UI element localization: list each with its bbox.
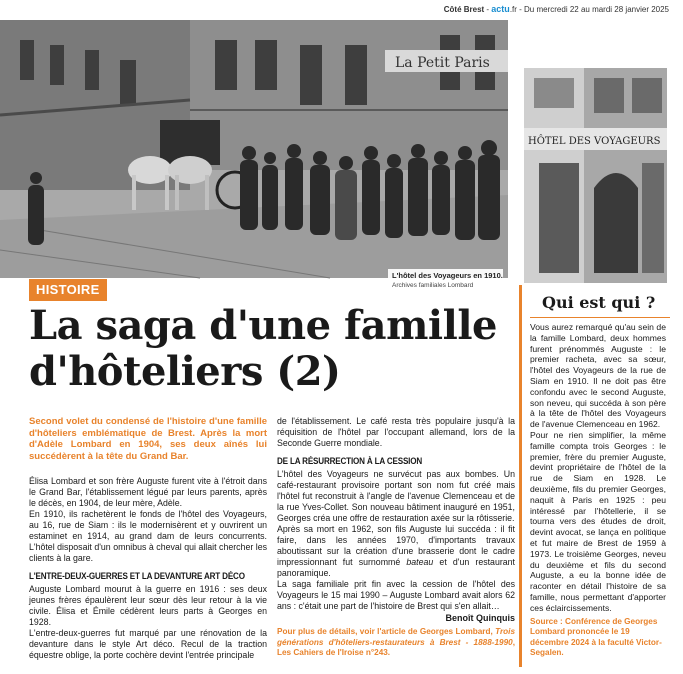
caption-credit: Archives familiales Lombard [392, 282, 474, 289]
article-column-2 [277, 416, 515, 659]
headline-bold: hôteliers [68, 348, 263, 395]
note-part-a: Pour plus de détails, voir l'article de Georges Lombard, [277, 627, 496, 636]
col2-paragraph-2: L'hôtel des Voyageurs ne survécut pas aux bombes. Un café-restaurant provisoire portant son nom fut créé mais l'hôtel fut reconstruit à l'angle de l'avenue Clemenceau et de la rue Yves-Collet. Son nouveau bâtiment inauguré en 1951, Georges créa une offre de restauration axée sur la rôtisserie. [277, 469, 515, 523]
col2-p3-part-a: Après sa mort en 1962, son fils Auguste lui succéda : il fit faire, dans les années 1970, d'importants travaux aboutissant sur la création d'une brasserie dont le cadre impressionnant fut surnommé [277, 524, 515, 567]
sidebar-title: Qui est qui ? [542, 293, 656, 312]
header-line: Côté Brest - actu.fr - Du mercredi 22 au mardi 28 janvier 2025 [443, 4, 669, 14]
col2-paragraph-3 [277, 524, 515, 579]
sidebar-paragraph-2: Pour ne rien simplifier, la même famille compta trois Georges : le premier, frère du premier Auguste, devint propriétaire de l'hôtel de la rue de Siam en 1928. Le deuxième, fils du premier Georges, naquit à Paris en 1925 : peu intéressé par l'hôtellerie, il se tourna vers des études de droit, devint avocat, se lança en politique et fut maire de Brest de 1959 à 1973. Le troisième Georges, neveu du deuxième et fils du second Auguste, a eu la bonne idée de raconter en détail l'histoire de sa famille, nous permettant d'apporter ces éclaircissements. [530, 429, 666, 613]
note-emphasis: Trois générations d'hôteliers-restaurateurs à Brest - 1888-1990 [277, 627, 515, 647]
col1-subhead: L'ENTRE-DEUX-GUERRES ET LA DEVANTURE ART DÉCO [29, 571, 245, 581]
reference-note [277, 627, 515, 659]
main-photo [0, 20, 508, 289]
header-section: Côté Brest [443, 5, 485, 14]
sidebar-body [522, 318, 672, 614]
col1-paragraph-3: Auguste Lombard mourut à la guerre en 1916 : ses deux jeunes frères épaulèrent leur sœur dès leur retour à la vie civile. Élisa et Émile cédèrent leurs parts à Georges en 1928. [29, 584, 267, 627]
col2-p3-part-b: et d'un restaurant panoramique. [277, 557, 515, 578]
rubric-tag: HISTOIRE [29, 279, 107, 301]
side-photo [524, 68, 667, 283]
caption-title: L'hôtel des Voyageurs en 1910. [392, 271, 503, 280]
main-photo-illustration [0, 20, 508, 278]
sidebar-source: Source : Conférence de Georges Lombard prononcée le 19 décembre 2024 à la faculté Victor-Segalen. [530, 616, 662, 658]
article-column-1 [29, 476, 267, 661]
sidebar-paragraph-1: Vous aurez remarqué qu'au sein de la famille Lombard, deux hommes furent prénommés Auguste : le premier racheta, avec sa sœur, l'hôtel des Voyageurs de la rue de Siam en 1910. Il ne doit pas être confondu avec le second Auguste, son neveu, qui succéda à son père à la tête de l'hôtel des Voyageurs de l'avenue Clemenceau en 1962. [530, 322, 666, 430]
lead-paragraph: Second volet du condensé de l'histoire d'une famille d'hôteliers emblématique de Brest. Après la mort d'Adèle Lombard en 1904, ses deux aînés lui succédèrent à la tête du Grand Bar. [29, 416, 267, 462]
headline-line-1: La saga d'une famille [29, 302, 497, 349]
col2-subhead: DE LA RÉSURRECTION À LA CESSION [277, 456, 423, 466]
headline-suffix: (2) [262, 348, 341, 395]
headline-prefix: d' [29, 348, 69, 395]
note-part-b: , Les Cahiers de l'Iroise n°243. [277, 637, 515, 657]
side-photo-illustration [524, 68, 667, 283]
col1-paragraph-1: Élisa Lombard et son frère Auguste furent vite à l'étroit dans le Grand Bar, l'établissement légué par leurs parents, après le décès, en 1904, de leur mère, Adèle. [29, 476, 267, 508]
header-brand: actu [491, 4, 510, 14]
col2-p3-emphasis: bateau [406, 557, 434, 567]
col1-paragraph-2: En 1910, ils rachetèrent le fonds de l'hôtel des Voyageurs, au 16, rue de Siam : ils le modernisèrent et y ouvrirent un estaminet en 1914, au grand dam de leurs concurrents. L'hôtel disposait d'un omnibus à cheval qui allait chercher les clients à la gare. [29, 509, 267, 563]
col2-paragraph-1: de l'établissement. Le café resta très populaire jusqu'à la réquisition de l'hôtel par l'occupant allemand, lors de la Seconde Guerre mondiale. [277, 416, 515, 448]
header-dates: - Du mercredi 22 au mardi 28 janvier 2025 [516, 5, 669, 14]
main-photo-caption [388, 269, 503, 293]
shop-sign-text: La Petit Paris [395, 55, 490, 71]
header-brand-suffix: .fr [509, 5, 517, 14]
sidebar-box [519, 285, 672, 667]
col2-paragraph-4: La saga familiale prit fin avec la cession de l'hôtel des Voyageurs le 15 mai 1990 – Auguste Lombard avait alors 62 ans : c'était une part de l'histoire de Brest qui s'en allait… [277, 579, 515, 611]
page-header [0, 0, 683, 20]
side-sign-text: HÔTEL DES VOYAGEURS [528, 136, 661, 147]
headline-line-2 [29, 349, 509, 395]
headline [29, 303, 509, 395]
col1-paragraph-4: L'entre-deux-guerres fut marqué par une rénovation de la devanture dans le style Art déco. Recul de la traction équestre oblige, la porte cochère devint l'entrée principale [29, 628, 267, 660]
author-signature: Benoît Quinquis [445, 613, 515, 623]
